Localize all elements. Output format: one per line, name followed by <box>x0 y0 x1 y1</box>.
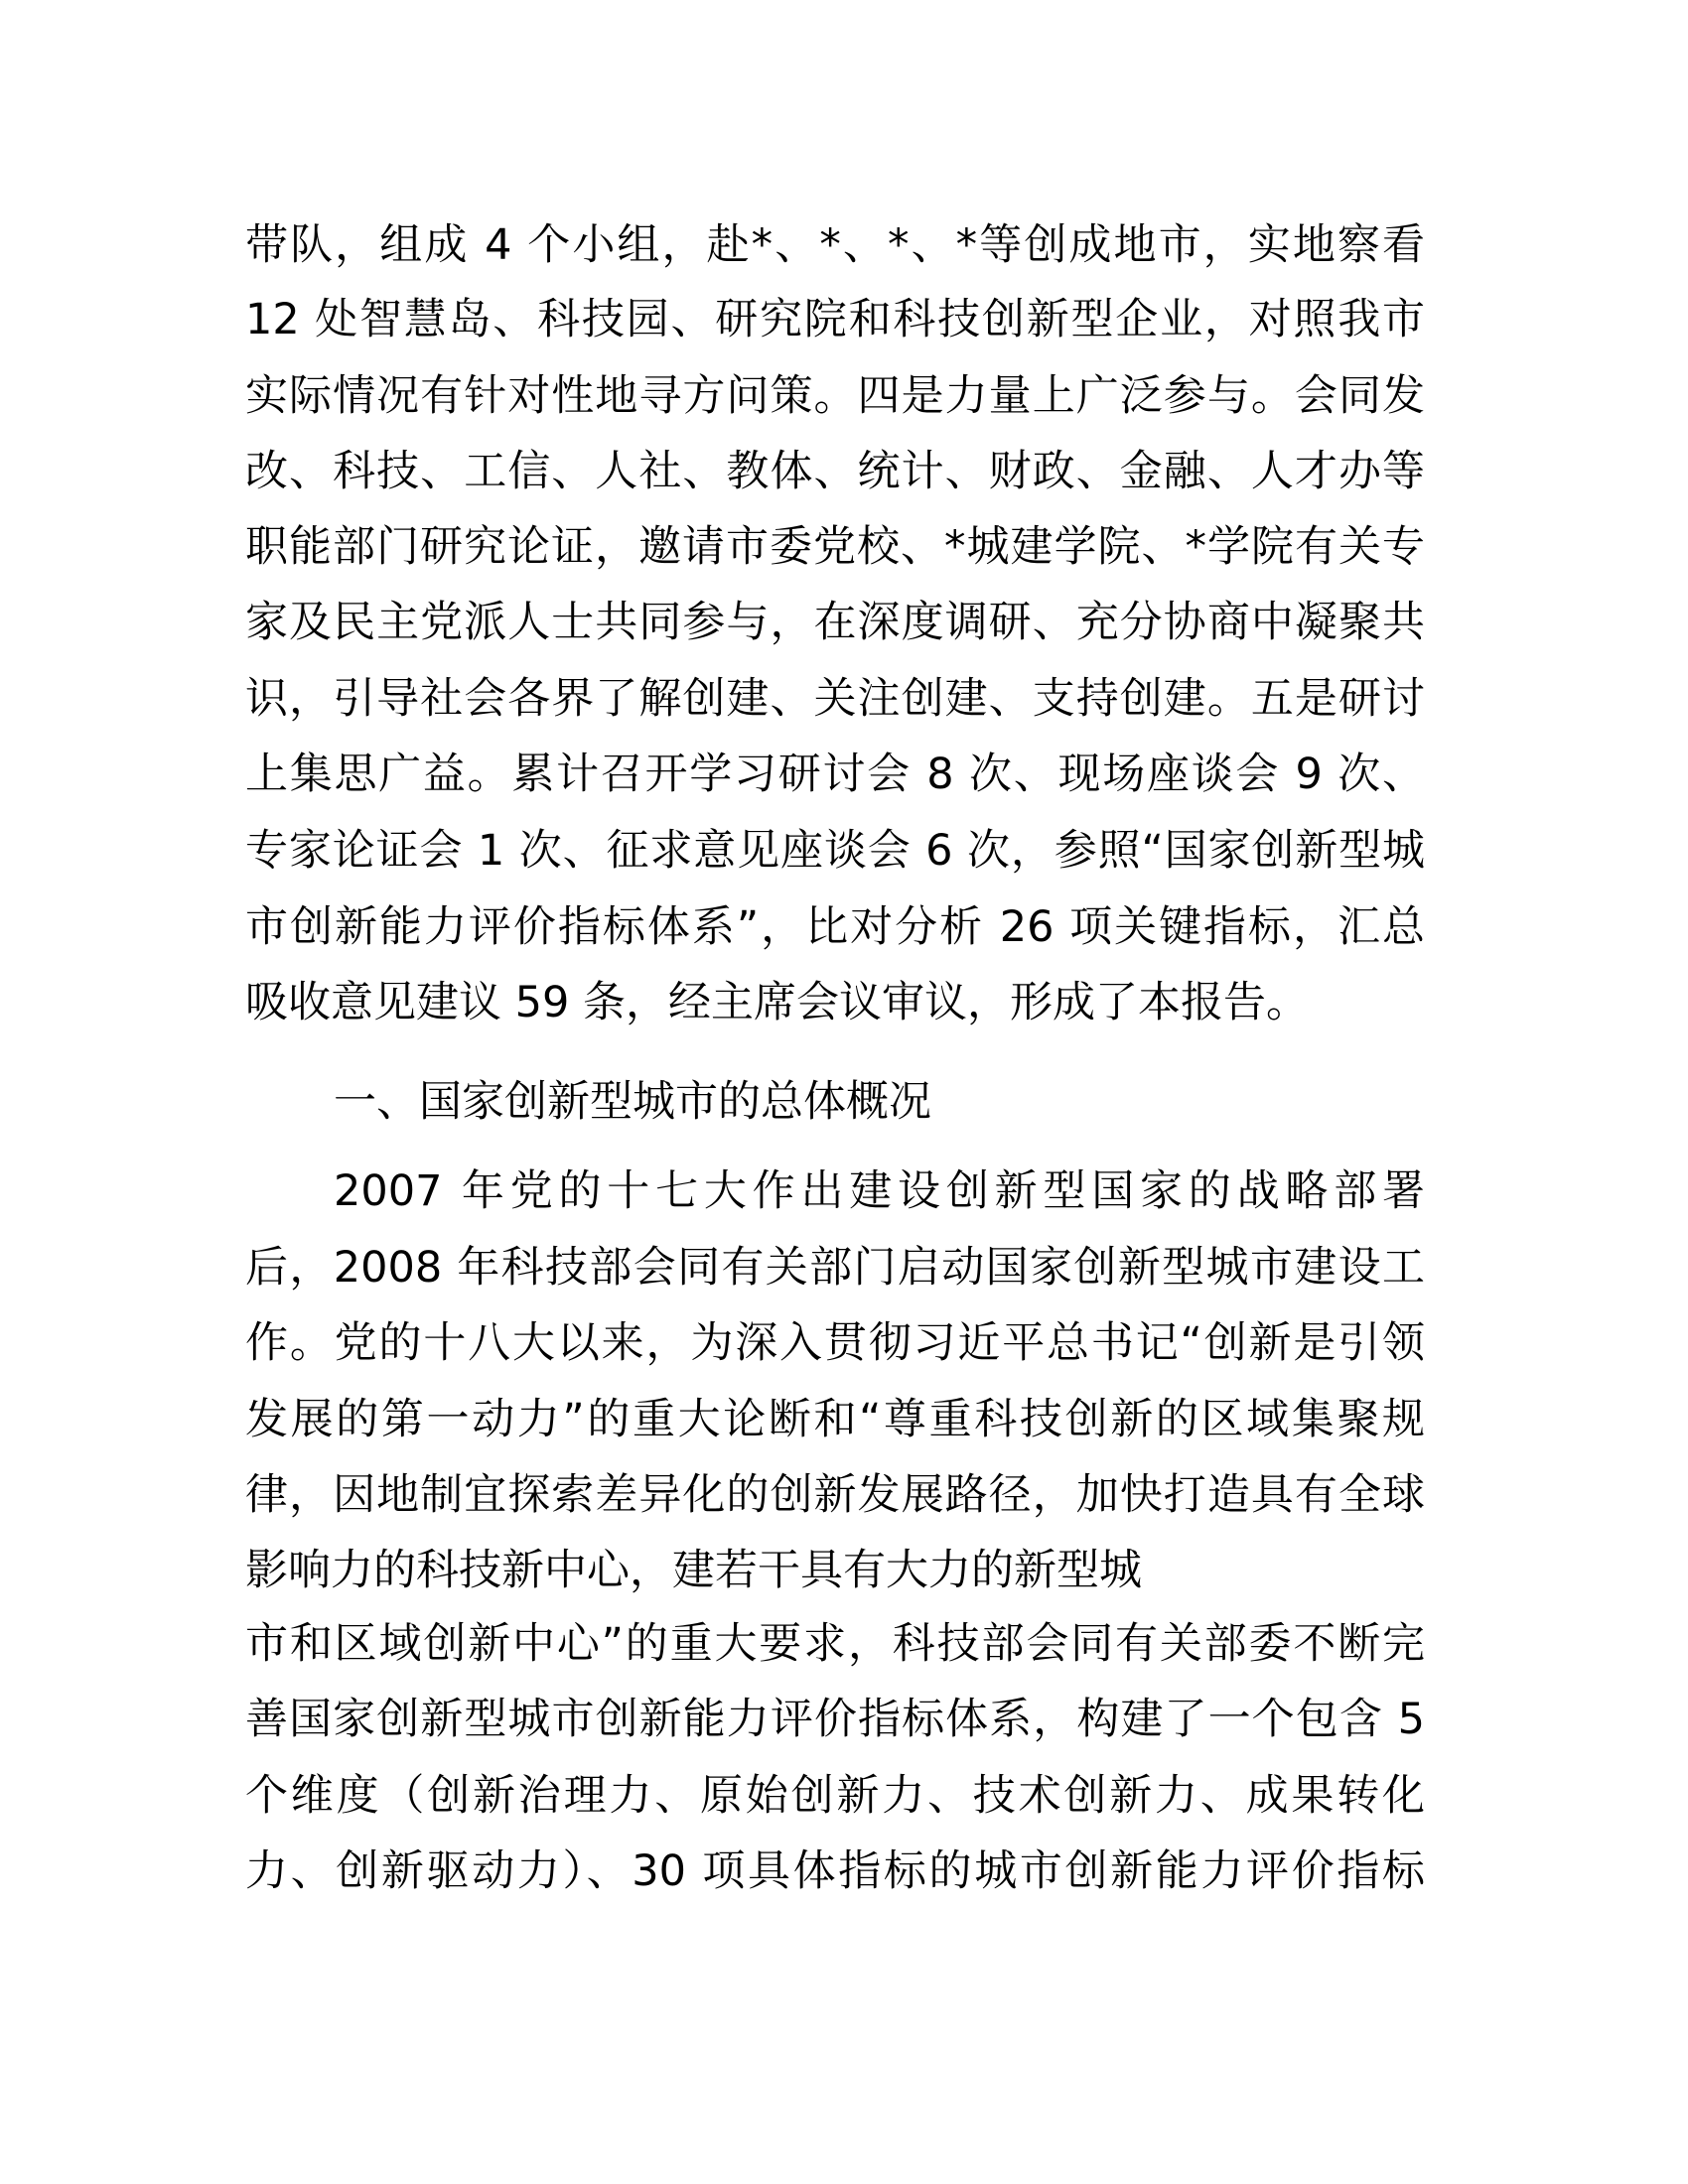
paragraph-line: 家及民主党派人士共同参与，在深度调研、充分协商中凝聚共 <box>245 598 1425 647</box>
paragraph-line: 后，2008 年科技部会同有关部门启动国家创新型城市建设工 <box>245 1243 1425 1293</box>
paragraph-line: 12 处智慧岛、科技园、研究院和科技创新型企业，对照我市 <box>245 295 1425 344</box>
paragraph-line: 律，因地制宜探索差异化的创新发展路径，加快打造具有全球 <box>245 1470 1425 1520</box>
paragraph-line: 改、科技、工信、人社、教体、统计、财政、金融、人才办等 <box>245 447 1425 496</box>
paragraph-line: 个维度（创新治理力、原始创新力、技术创新力、成果转化 <box>245 1771 1425 1821</box>
paragraph-line: 善国家创新型城市创新能力评价指标体系，构建了一个包含 5 <box>245 1695 1425 1744</box>
paragraph-line: 实际情况有针对性地寻方问策。四是力量上广泛参与。会同发 <box>245 371 1425 421</box>
paragraph-line: 识，引导社会各界了解创建、关注创建、支持创建。五是研讨 <box>245 674 1425 724</box>
paragraph-line: 职能部门研究论证，邀请市委党校、*城建学院、*学院有关专 <box>245 522 1425 572</box>
section-heading: 一、国家创新型城市的总体概况 <box>334 1077 931 1127</box>
paragraph-line: 带队，组成 4 个小组，赴*、*、*、*等创成地市，实地察看 <box>245 220 1425 270</box>
paragraph-line: 吸收意见建议 59 条，经主席会议审议，形成了本报告。 <box>245 978 1310 1027</box>
paragraph-line: 市创新能力评价指标体系”，比对分析 26 项关键指标，汇总 <box>245 902 1425 952</box>
paragraph-line: 2007 年党的十七大作出建设创新型国家的战略部署 <box>334 1166 1425 1216</box>
paragraph-line: 上集思广益。累计召开学习研讨会 8 次、现场座谈会 9 次、 <box>245 750 1425 799</box>
paragraph-line: 作。党的十八大以来，为深入贯彻习近平总书记“创新是引领 <box>245 1318 1425 1368</box>
paragraph-line: 专家论证会 1 次、征求意见座谈会 6 次，参照“国家创新型城 <box>245 826 1425 876</box>
paragraph-line: 发展的第一动力”的重大论断和“尊重科技创新的区域集聚规 <box>245 1395 1425 1444</box>
paragraph-line: 力、创新驱动力）、30 项具体指标的城市创新能力评价指标 <box>245 1846 1425 1896</box>
paragraph-line: 市和区域创新中心”的重大要求，科技部会同有关部委不断完 <box>245 1619 1425 1669</box>
paragraph-line: 影响力的科技新中心，建若干具有大力的新型城 <box>245 1546 1142 1595</box>
